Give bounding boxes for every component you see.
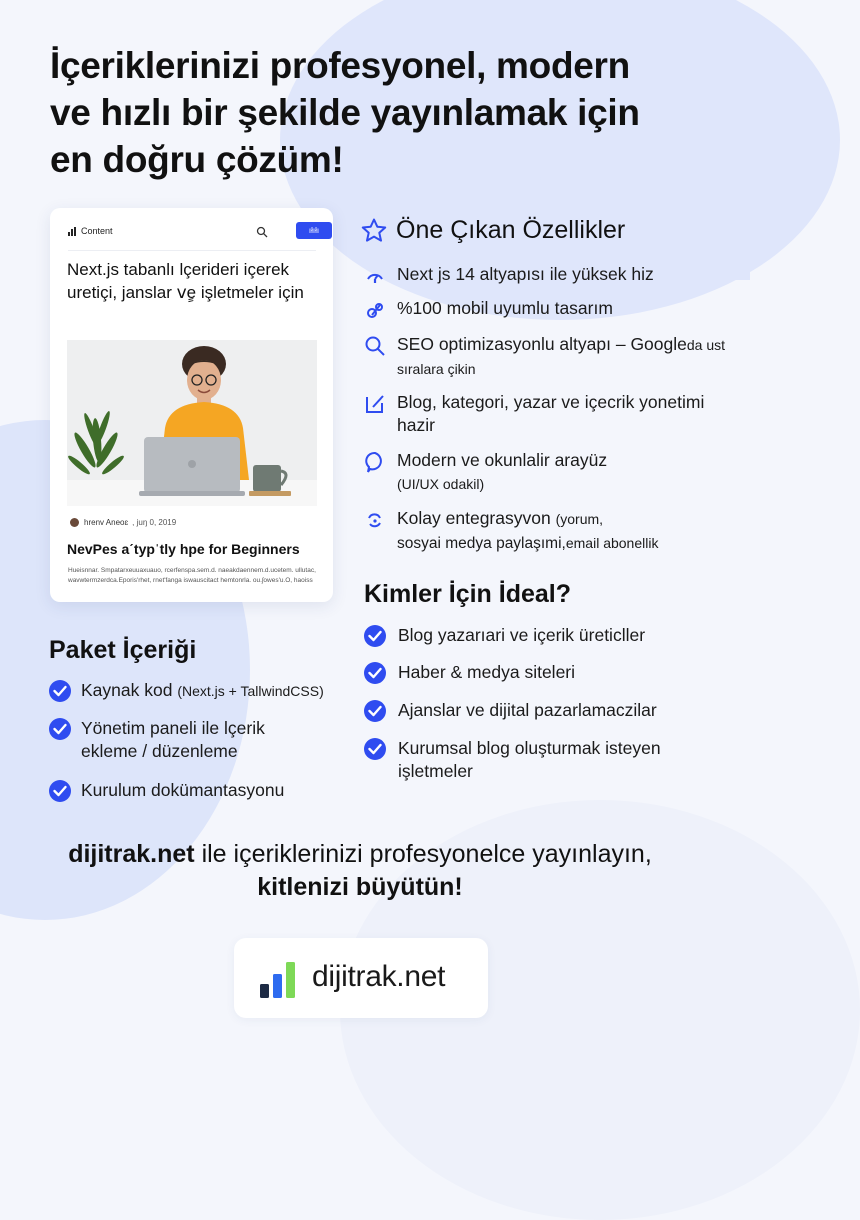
- chat-icon: [364, 451, 386, 473]
- search-icon: [364, 335, 386, 357]
- check-icon: [49, 718, 71, 740]
- feature-item: %100 mobil uyumlu tasarım: [362, 297, 747, 320]
- check-icon: [364, 738, 386, 760]
- features-section-title: Öne Çıkan Özellikler: [360, 216, 625, 245]
- mockup-logo: Content: [68, 226, 113, 236]
- woman-with-laptop-illustration: [67, 340, 317, 506]
- mockup-title: Next.js tabanlı lçerideri içerek uretiçi, janslar vٍe işletmeler için: [67, 260, 304, 302]
- package-section-title: Paket İçeriği: [49, 636, 197, 664]
- feature-item: SEO optimizasyonlu altyapı – Googleda ust sıralara çikin: [362, 333, 747, 381]
- mockup-post-title[interactable]: NevPes aˊtypˈtly hpe for Beginners: [67, 541, 300, 557]
- headline: İçeriklerinizi profesyonel, modern ve hızlı bir şekilde yayınlamak için en doğru çözüm!: [50, 45, 640, 180]
- mockup-button[interactable]: ıłıłı: [296, 222, 332, 239]
- rocket-icon: [364, 265, 386, 287]
- edit-icon: [364, 393, 386, 415]
- chart-icon: [68, 227, 77, 236]
- brand-name: dijitrak.net: [312, 960, 446, 993]
- check-icon: [49, 780, 71, 802]
- ideal-item: Haber & medya siteleri: [364, 661, 743, 684]
- feature-item: Kolay entegrasyvon (yorum, sosyai medya paylaşımi,email abonellik: [362, 507, 747, 555]
- ideal-item: Ajanslar ve dijital pazarlamaczilar: [364, 699, 743, 722]
- feature-item: Next js 14 altyapısı ile yüksek hiz: [362, 263, 747, 286]
- call-to-action: dijitrak.net ile içeriklerinizi profesyonelce yayınlayın, kitlenizi büyütün!: [68, 840, 652, 901]
- divider: [68, 250, 316, 251]
- ideal-section-title: Kimler İçin İdeal?: [364, 580, 572, 608]
- mockup-author-meta: hrenv Aneoɛ , juŋ 0, 2019: [70, 518, 176, 527]
- plug-icon: [364, 509, 386, 531]
- hero-image: [67, 340, 317, 506]
- check-icon: [49, 680, 71, 702]
- check-icon: [364, 625, 386, 647]
- package-item: Kurulum dokümantasyonu: [49, 779, 381, 802]
- check-icon: [364, 700, 386, 722]
- package-item: Kaynak kod (Next.js + TallwindCSS): [49, 679, 391, 703]
- ideal-item: Kurumsal blog oluşturmak isteyen işletmeler: [364, 737, 733, 783]
- website-mockup-card: [50, 208, 333, 602]
- ideal-item: Blog yazarıari ve içerik üreticller: [364, 624, 743, 647]
- star-icon: [360, 217, 388, 245]
- feature-item: Blog, kategori, yazar ve içecrik yonetimi hazir: [362, 391, 707, 437]
- brand-logo-badge[interactable]: [234, 938, 488, 1018]
- mockup-navbar: [68, 220, 320, 246]
- bar-chart-logo-icon: [258, 958, 300, 1000]
- feature-item: Modern ve okunlalir arayüz (UI/UX odakil): [362, 449, 717, 496]
- package-item: Yönetim paneli ile lçerik ekleme / düzenleme: [49, 717, 321, 763]
- link-icon: [364, 299, 386, 321]
- search-icon[interactable]: [256, 226, 268, 238]
- avatar: [70, 518, 79, 527]
- mockup-excerpt: Hueisnnar. Smpatarxeuuaxuauo, rcerfenspa.sem.d. naeakdaennem.d.ucetem. ullutac, wavwtermzerdca.Eporis'rhet, rnet'fanga iswauscitact hemtonrla. ou.ʃowes'u.O, haoiss: [68, 567, 316, 584]
